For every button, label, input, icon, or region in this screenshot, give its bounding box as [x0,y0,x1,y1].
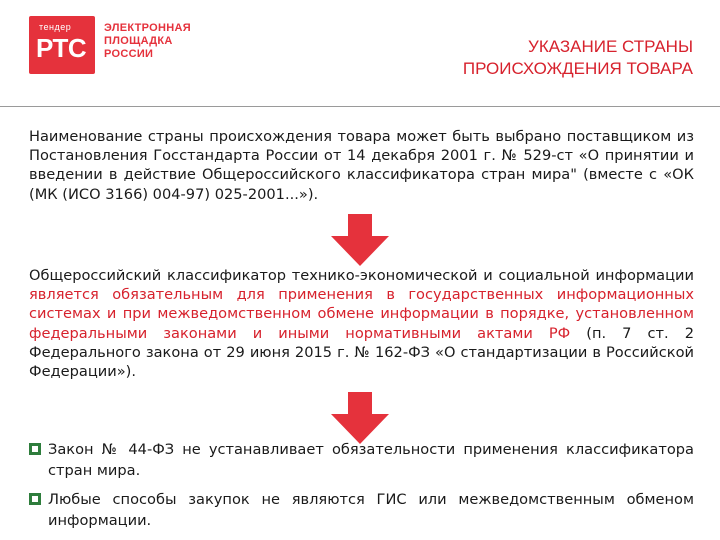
classifier-reference: (п. 7 ст. 2 Федерального закона от 29 июня 2015 г. № 162-ФЗ «О стандартизации в Российской Федерации»). [29,324,694,381]
list-item-text: Закон № 44-ФЗ не устанавливает обязательности применения классификатора стран мира. [48,441,694,479]
page-title-line: ПРОИСХОЖДЕНИЯ ТОВАРА [462,59,693,78]
logo-caption-line: ЭЛЕКТРОННАЯ [104,22,191,34]
classifier-highlight: является обязательным для применения в государственных информационных системах и при межведомственном обмене информации в порядке, установленном федеральными законами и иными нормативными актами РФ [29,286,694,342]
logo-main-text: РТС [36,33,87,63]
paragraph-classifier [29,266,694,381]
checkbox-bullet-icon [29,443,41,455]
list-item [29,439,694,481]
page-title [463,36,693,80]
page-title-line: УКАЗАНИЕ СТРАНЫ [528,37,693,56]
paragraph-country-origin: Наименование страны происхождения товара может быть выбрано поставщиком из Постановления Госстандарта России от 14 декабря 2001 г. № 529-ст «О принятии и введении в действие Общероссийского классификатора стран мира" (вместе с «ОК (МК (ИСО 3166) 004-97) 025-2001...»). [29,128,694,203]
down-arrow-icon [331,214,389,266]
logo-caption [104,22,191,61]
down-arrow-icon [331,392,389,444]
logo-small-text: тендер [39,22,72,32]
checkbox-bullet-icon [29,493,41,505]
logo [29,16,95,74]
classifier-text: Общероссийский классификатор технико-экономической и социальной информации [29,267,694,284]
header-divider [0,106,720,107]
list-item [29,489,694,531]
logo-caption-line: ПЛОЩАДКА [104,35,173,47]
logo-caption-line: РОССИИ [104,48,154,60]
list-item-text: Любые способы закупок не являются ГИС или межведомственным обменом информации. [48,491,694,529]
